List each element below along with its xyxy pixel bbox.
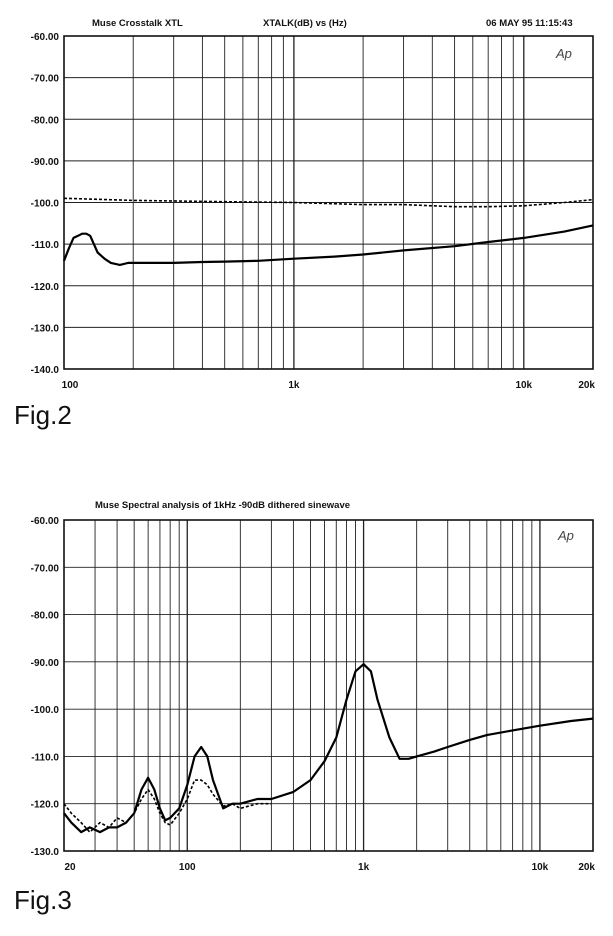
spectral-series (64, 664, 593, 832)
x-tick-label: 20k (578, 380, 595, 391)
y-tick-label: -70.00 (30, 563, 59, 575)
y-tick-label: -90.00 (30, 156, 59, 168)
crosstalk-chart (31, 18, 596, 391)
spectral-title: Muse Spectral analysis of 1kHz -90dB dithered sinewave (95, 500, 351, 511)
y-tick-label: -110.0 (31, 240, 59, 252)
crosstalk-timestamp: 06 MAY 95 11:15:43 (486, 18, 573, 29)
y-tick-label: -120.0 (30, 281, 59, 293)
y-tick-label: -130.0 (30, 323, 59, 335)
figure-label-fig3: Fig.3 (14, 885, 72, 915)
y-tick-label: -70.00 (30, 73, 59, 85)
crosstalk-grid (64, 36, 593, 369)
y-tick-label: -100.0 (30, 705, 59, 717)
x-tick-label: 1k (288, 380, 300, 391)
x-tick-label: 20k (578, 862, 595, 873)
x-tick-label: 1k (358, 862, 370, 873)
ap-watermark: Ap (558, 528, 574, 543)
spectral-grid (64, 520, 593, 851)
y-tick-label: -120.0 (30, 799, 59, 811)
series-line-solid (64, 664, 593, 832)
figure-label-fig2: Fig.2 (14, 400, 72, 430)
y-tick-label: -110.0 (31, 752, 59, 764)
y-tick-label: -80.00 (30, 610, 59, 622)
y-tick-label: -140.0 (30, 365, 59, 376)
y-tick-label: -100.0 (30, 198, 59, 210)
x-tick-label: 10k (531, 862, 549, 873)
crosstalk-tick-labels (31, 32, 596, 391)
y-tick-label: -80.00 (30, 115, 59, 127)
crosstalk-title: Muse Crosstalk XTL (92, 18, 183, 29)
ap-watermark: Ap (556, 46, 572, 61)
spectral-plot-frame (64, 520, 593, 851)
y-tick-label: -130.0 (30, 847, 59, 858)
spectral-chart (31, 500, 596, 873)
x-tick-label: 10k (515, 380, 533, 391)
crosstalk-title-axes: XTALK(dB) vs (Hz) (263, 18, 347, 29)
y-tick-label: -60.00 (30, 32, 59, 43)
x-tick-label: 100 (61, 380, 79, 391)
x-tick-label: 100 (178, 862, 196, 873)
x-tick-label: 20 (64, 862, 76, 873)
y-tick-label: -90.00 (30, 657, 59, 669)
y-tick-label: -60.00 (30, 516, 59, 527)
